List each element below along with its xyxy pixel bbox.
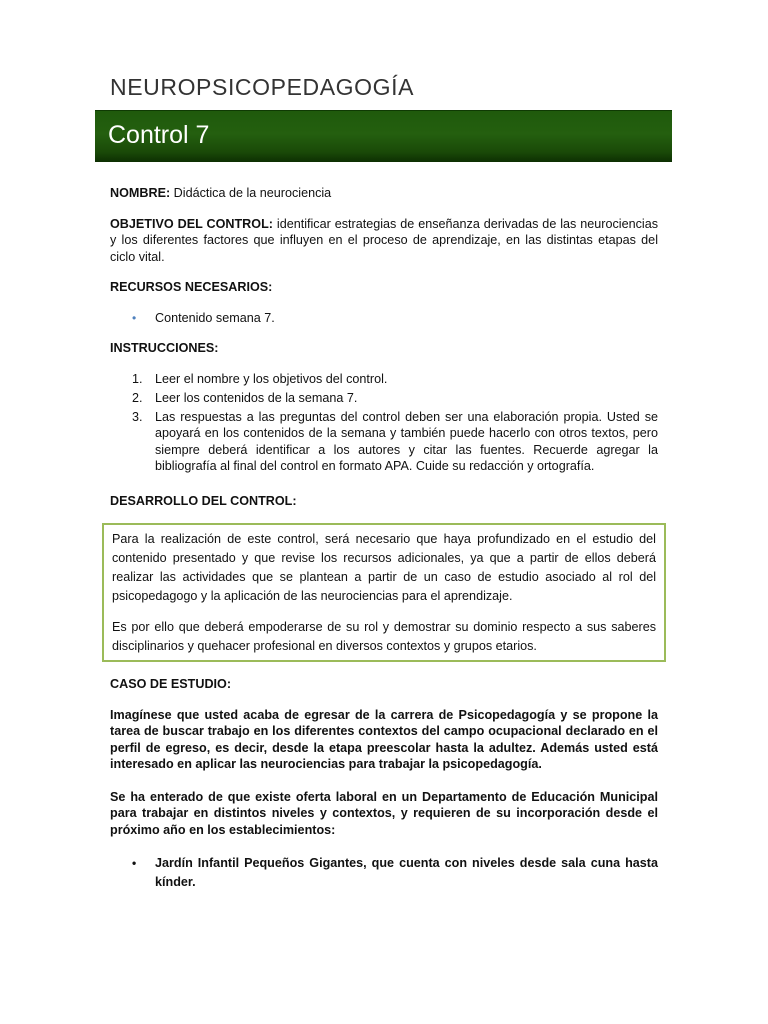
item-text: Las respuestas a las preguntas del control deben ser una elaboración propia. Usted se apoyará en los contenidos de la semana y también puede hacerlo con otros textos, pero siempre deberá identificar a los autores y citar las fuentes. Recuerde agregar la bibliografía al final del control en formato APA. Cuide su redacción y ortografía. <box>155 409 658 473</box>
instrucciones-heading: INSTRUCCIONES: <box>110 341 219 355</box>
list-item <box>110 409 658 475</box>
control-banner <box>95 110 672 162</box>
caso-paragraph: Imagínese que usted acaba de egresar de la carrera de Psicopedagogía y se propone la tarea de buscar trabajo en los diferentes contextos del campo ocupacional declarado en el perfil de egreso, es decir, desde la etapa preescolar hasta la adultez. Además usted está interesado en aplicar las neurociencias para trabajar la psicopedagogía. <box>110 707 658 771</box>
recurso-text: Contenido semana 7. <box>155 310 275 325</box>
item-number: 2. <box>132 390 143 405</box>
desarrollo-paragraph: Es por ello que deberá empoderarse de su rol y demostrar su dominio respecto a sus saberes disciplinarios y quehacer profesional en diversos contextos y grupos etarios. <box>112 620 656 653</box>
document-body <box>110 185 658 892</box>
recursos-heading: RECURSOS NECESARIOS: <box>110 280 273 294</box>
list-item <box>110 310 658 327</box>
item-text: Leer el nombre y los objetivos del control. <box>155 371 388 386</box>
instrucciones-list <box>110 371 658 475</box>
establecimiento-text: Jardín Infantil Pequeños Gigantes, que cuenta con niveles desde sala cuna hasta kínder. <box>155 856 658 889</box>
bullet-icon: • <box>132 856 137 870</box>
course-title: NEUROPSICOPEDAGOGÍA <box>110 74 415 100</box>
item-text: Leer los contenidos de la semana 7. <box>155 390 358 405</box>
establecimientos-list <box>110 854 658 892</box>
item-number: 3. <box>132 409 143 424</box>
nombre-label: NOMBRE: <box>110 186 171 200</box>
nombre-value: Didáctica de la neurociencia <box>173 186 332 200</box>
objetivo-text: identificar estrategias de enseñanza derivadas de las neurociencias y los diferentes factores que influyen en el proceso de aprendizaje, en las distintas etapas del ciclo vital. <box>110 216 658 264</box>
caso-heading: CASO DE ESTUDIO: <box>110 677 232 691</box>
objetivo-label: OBJETIVO DEL CONTROL: <box>110 216 273 231</box>
control-title: Control 7 <box>108 121 210 149</box>
objetivo-paragraph <box>110 216 658 266</box>
item-number: 1. <box>132 371 143 386</box>
desarrollo-paragraph: Para la realización de este control, será necesario que haya profundizado en el estudio del contenido presentado y que revise los recursos adicionales, ya que a partir de ellos deberá realizar las actividades que se plantean a partir de un caso de estudio asociado al rol del psicopedagogo y la aplicación de las neurociencias para el aprendizaje. <box>112 532 656 603</box>
bullet-icon: • <box>132 310 137 325</box>
recursos-list <box>110 310 658 327</box>
caso-paragraph: Se ha enterado de que existe oferta laboral en un Departamento de Educación Municipal para trabajar en distintos niveles y contextos, y requieren de su incorporación desde el próximo año en los establecimientos: <box>110 789 658 837</box>
desarrollo-heading: DESARROLLO DEL CONTROL: <box>110 493 297 508</box>
desarrollo-box <box>102 523 666 662</box>
nombre-line <box>110 185 658 202</box>
list-item <box>110 390 658 407</box>
list-item <box>110 854 658 892</box>
list-item <box>110 371 658 388</box>
